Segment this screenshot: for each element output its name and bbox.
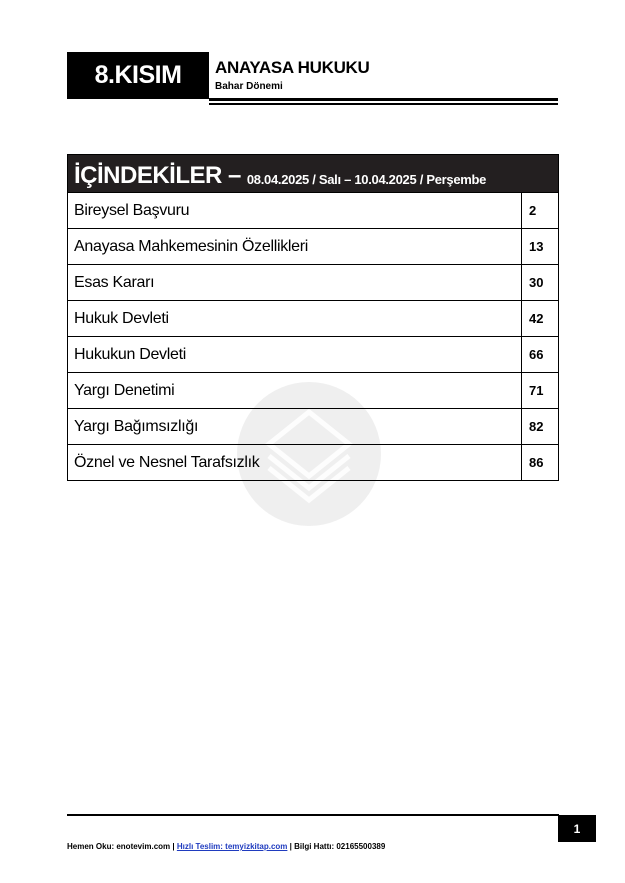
toc-row[interactable] [68,408,558,444]
toc-item-page: 30 [529,275,544,290]
toc-date-line: 08.04.2025 / Salı – 10.04.2025 / Perşembe [246,172,487,187]
toc-heading: İÇİNDEKİLER – [74,162,241,189]
toc-row[interactable] [68,192,558,228]
header-rule-thin [209,103,558,105]
footer-phone: Bilgi Hattı: 02165500389 [294,842,386,851]
toc-item-label: Hukukun Devleti [68,337,522,372]
toc-row[interactable] [68,264,558,300]
footer-read-link[interactable]: Hemen Oku: enotevim.com [67,842,171,851]
toc-item-page: 82 [529,419,544,434]
toc-item-label: Hukuk Devleti [68,301,522,336]
toc-item-label: Anayasa Mahkemesinin Özellikleri [68,229,522,264]
toc-row[interactable] [68,444,558,480]
toc-item-page: 66 [529,347,544,362]
footer-delivery-link[interactable]: Hızlı Teslim: temyizkitap.com [176,842,288,851]
header-rule [209,98,558,101]
footer-separator: | [289,842,292,851]
toc-item-page: 2 [529,203,537,218]
toc-item-label: Esas Kararı [68,265,522,300]
document-subtitle: Bahar Dönemi [215,81,283,92]
toc-item-label: Bireysel Başvuru [68,193,522,228]
toc-row[interactable] [68,336,558,372]
toc-item-page: 42 [529,311,544,326]
toc-header [68,155,558,192]
toc-row[interactable] [68,228,558,264]
toc-item-page: 86 [529,455,544,470]
footer-separator: | [172,842,175,851]
toc-item-label: Yargı Denetimi [68,373,522,408]
footer-rule [67,814,559,816]
section-label: 8.KISIM [67,52,209,99]
document-title: ANAYASA HUKUKU [215,58,370,77]
toc-item-page: 71 [529,383,544,398]
table-of-contents [67,154,559,481]
footer-bar [67,842,385,851]
page-number: 1 [558,815,596,842]
toc-row[interactable] [68,372,558,408]
toc-item-label: Öznel ve Nesnel Tarafsızlık [68,445,522,480]
toc-item-label: Yargı Bağımsızlığı [68,409,522,444]
toc-item-page: 13 [529,239,544,254]
toc-row[interactable] [68,300,558,336]
